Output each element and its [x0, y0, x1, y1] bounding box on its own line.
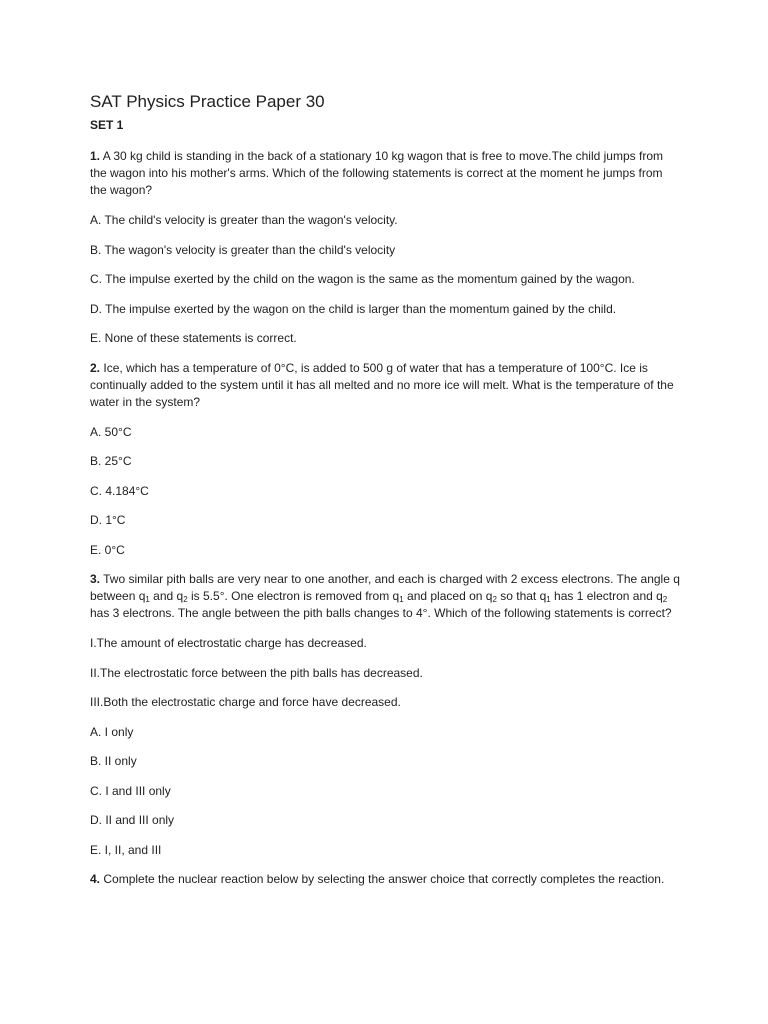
question-text-part: and q — [149, 589, 184, 603]
subscript: 2 — [183, 595, 188, 604]
question-text: A 30 kg child is standing in the back of a stationary 10 kg wagon that is free to move.The child jumps from the wagon into his mother's arms. Which of the following statements is correct at the moment he jumps from the wagon? — [90, 149, 663, 197]
subscript: 1 — [145, 595, 150, 604]
statement-3-ii: II.The electrostatic force between the pith balls has decreased. — [90, 665, 423, 680]
question-text-part: is 5.5°. One electron is removed from q — [187, 589, 400, 603]
option-1d: D. The impulse exerted by the wagon on the child is larger than the momentum gained by the child. — [90, 301, 617, 316]
option-1b: B. The wagon's velocity is greater than the child's velocity — [90, 242, 396, 257]
statement-3-i: I.The amount of electrostatic charge has decreased. — [90, 636, 367, 650]
option-2e: E. 0°C — [90, 542, 125, 557]
question-number: 3. — [90, 572, 101, 586]
option-1a: A. The child's velocity is greater than the wagon's velocity. — [90, 213, 398, 227]
option-3c: C. I and III only — [90, 783, 171, 798]
question-number: 4. — [90, 872, 101, 886]
set-label: SET 1 — [90, 118, 124, 132]
subscript: 2 — [662, 595, 668, 604]
question-text-part: so that q — [496, 589, 547, 603]
question-text-part: Two similar pith balls are very near to one another, and each is charged with 2 excess electrons. The angle q between q — [90, 572, 680, 603]
question-text: Complete the nuclear reaction below by selecting the answer choice that correctly completes the reaction. — [103, 872, 665, 886]
option-1e: E. None of these statements is correct. — [90, 331, 297, 345]
question-number: 2. — [90, 360, 101, 375]
question-2 — [90, 360, 680, 411]
option-2c: C. 4.184°C — [90, 483, 149, 498]
question-number: 1. — [90, 149, 101, 163]
question-text: Ice, which has a temperature of 0°C, is added to 500 g of water that has a temperature of 100°C. Ice is continually added to the system until it has all melted and no more ice will melt. What is the temperature of the water in the system? — [90, 360, 674, 409]
subscript: 1 — [399, 595, 404, 604]
document-title: SAT Physics Practice Paper 30 — [90, 92, 325, 111]
option-2d: D. 1°C — [90, 513, 126, 527]
question-text-part: and placed on q — [403, 589, 493, 603]
question-text-part: has 1 electron and q — [550, 589, 663, 603]
option-3d: D. II and III only — [90, 813, 175, 827]
question-3 — [90, 571, 680, 622]
document-content — [90, 92, 680, 901]
option-3e: E. I, II, and III — [90, 842, 162, 857]
option-3b: B. II only — [90, 754, 137, 768]
option-1c: C. The impulse exerted by the child on the wagon is the same as the momentum gained by the wagon. — [90, 272, 635, 286]
option-2b: B. 25°C — [90, 454, 132, 468]
statement-3-iii: III.Both the electrostatic charge and force have decreased. — [90, 695, 401, 709]
subscript: 2 — [492, 595, 497, 604]
option-3a: A. I only — [90, 724, 134, 739]
question-text-part: has 3 electrons. The angle between the pith balls changes to 4°. Which of the following statements is correct? — [90, 606, 672, 620]
question-1 — [90, 148, 680, 199]
question-4 — [90, 871, 680, 888]
subscript: 1 — [546, 595, 551, 604]
option-2a: A. 50°C — [90, 424, 132, 439]
